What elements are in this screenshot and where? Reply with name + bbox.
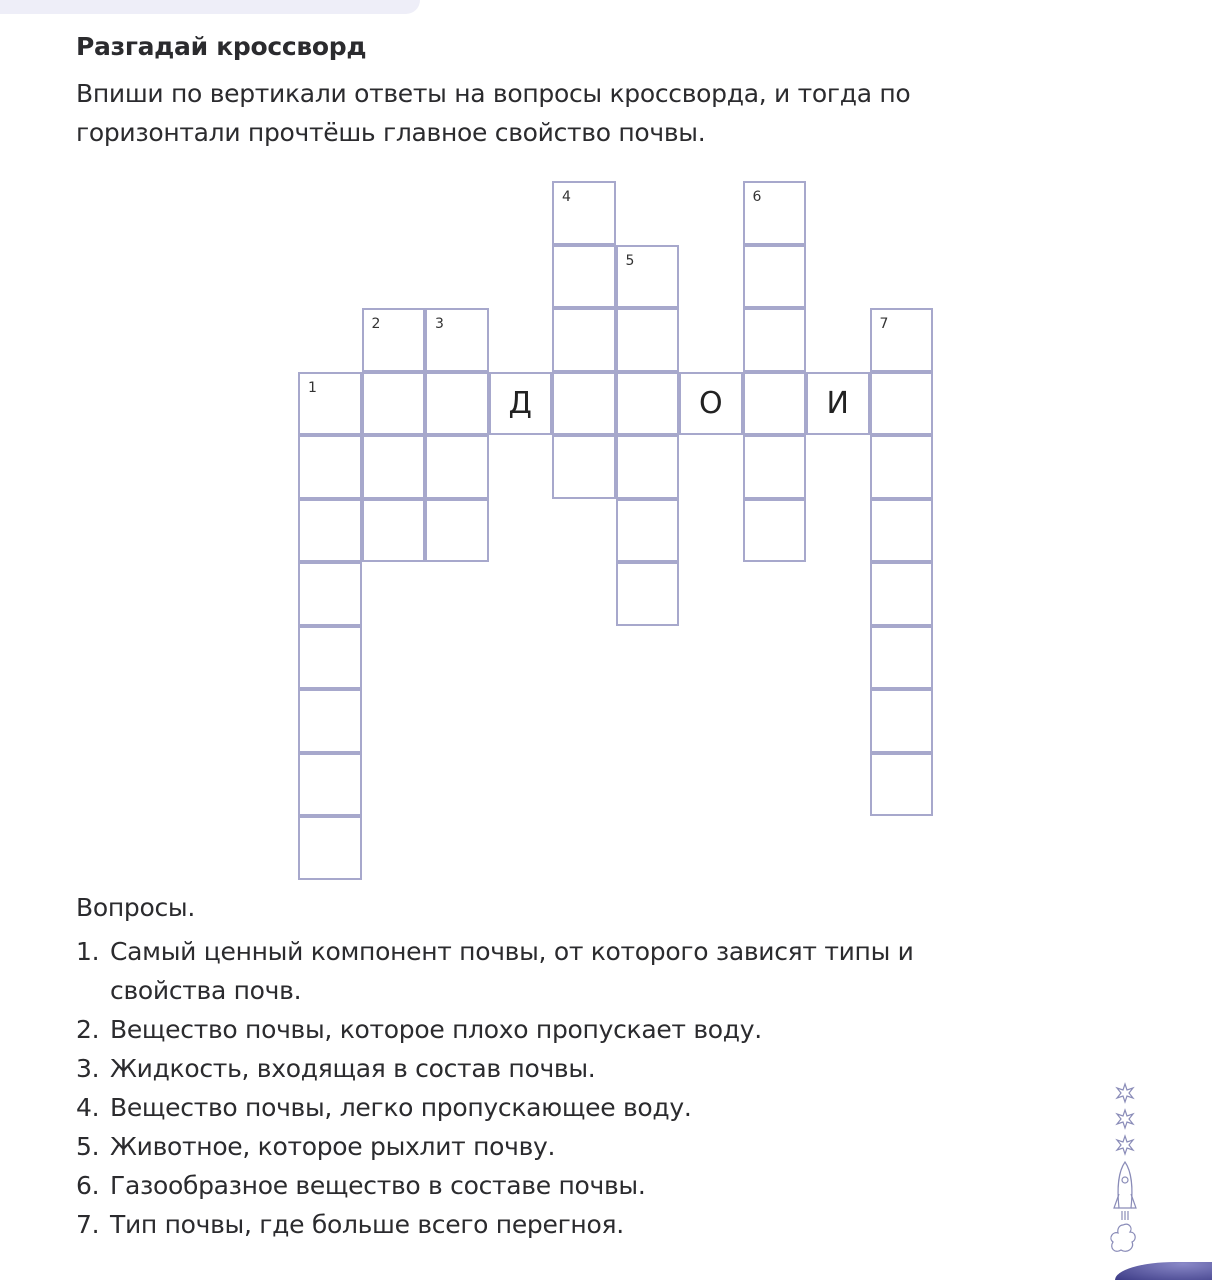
crossword-cell[interactable] — [743, 308, 807, 372]
crossword-cell[interactable] — [425, 308, 489, 372]
question-item — [76, 932, 956, 1010]
rocket-icon — [1114, 1162, 1136, 1220]
given-letter: И — [826, 385, 849, 421]
crossword-cell[interactable] — [425, 372, 489, 436]
crossword-cell[interactable] — [298, 435, 362, 499]
question-text: Вещество почвы, легко пропускающее воду. — [110, 1093, 692, 1122]
question-text: Тип почвы, где больше всего перегноя. — [110, 1210, 624, 1239]
question-text: Самый ценный компонент почвы, от которого зависят типы и свойства почв. — [110, 937, 914, 1005]
crossword-cell[interactable] — [362, 499, 426, 563]
crossword-cell[interactable] — [870, 308, 934, 372]
crossword-cell[interactable] — [870, 753, 934, 817]
question-text: Вещество почвы, которое плохо пропускает воду. — [110, 1015, 762, 1044]
crossword-cell[interactable] — [616, 499, 680, 563]
crossword-cell[interactable] — [616, 372, 680, 436]
question-number: 5. — [76, 1132, 100, 1161]
question-item — [76, 1010, 956, 1049]
clue-number: 4 — [562, 189, 571, 205]
question-number: 3. — [76, 1054, 100, 1083]
crossword-cell[interactable] — [616, 562, 680, 626]
crossword-cell[interactable] — [298, 816, 362, 880]
crossword-cell-given[interactable] — [806, 372, 870, 436]
given-letter: О — [698, 385, 723, 421]
planet-decoration — [1115, 1262, 1212, 1280]
question-item — [76, 1049, 956, 1088]
cloud-icon — [1111, 1224, 1135, 1251]
crossword-cell[interactable] — [298, 626, 362, 690]
question-text: Животное, которое рыхлит почву. — [110, 1132, 556, 1161]
crossword-cell[interactable] — [552, 181, 616, 245]
crossword-cell[interactable] — [870, 626, 934, 690]
crossword-cell[interactable] — [616, 308, 680, 372]
crossword-cell[interactable] — [743, 435, 807, 499]
question-text: Жидкость, входящая в состав почвы. — [110, 1054, 596, 1083]
crossword-cell[interactable] — [870, 499, 934, 563]
star-icon — [1117, 1084, 1133, 1102]
crossword-cell[interactable] — [298, 689, 362, 753]
crossword-cell[interactable] — [870, 372, 934, 436]
crossword-cell-given[interactable] — [489, 372, 553, 436]
page-corner-decoration — [0, 0, 420, 14]
crossword-cell[interactable] — [298, 372, 362, 436]
crossword-cell[interactable] — [552, 435, 616, 499]
question-text: Газообразное вещество в составе почвы. — [110, 1171, 646, 1200]
star-icon — [1117, 1136, 1133, 1154]
crossword-cell[interactable] — [362, 308, 426, 372]
crossword-cell[interactable] — [743, 181, 807, 245]
question-number: 2. — [76, 1015, 100, 1044]
crossword-cell[interactable] — [362, 372, 426, 436]
crossword-cell[interactable] — [870, 435, 934, 499]
crossword-cell[interactable] — [743, 372, 807, 436]
clue-number: 2 — [371, 316, 381, 332]
clue-number: 1 — [308, 379, 317, 396]
questions-list — [76, 932, 956, 1244]
question-item — [76, 1166, 956, 1205]
crossword-cell[interactable] — [298, 562, 362, 626]
crossword-cell[interactable] — [298, 753, 362, 817]
star-icon — [1117, 1110, 1133, 1128]
crossword-cell[interactable] — [362, 435, 426, 499]
question-item — [76, 1127, 956, 1166]
clue-number: 3 — [435, 316, 444, 332]
crossword-cell[interactable] — [743, 245, 807, 309]
crossword-cell-given[interactable] — [679, 372, 743, 436]
crossword-cell[interactable] — [743, 499, 807, 563]
question-number: 7. — [76, 1210, 100, 1239]
clue-number: 7 — [879, 316, 889, 332]
clue-number: 5 — [625, 252, 635, 269]
question-item — [76, 1088, 956, 1127]
question-number: 6. — [76, 1171, 100, 1200]
given-letter: Д — [508, 385, 532, 421]
crossword-cell[interactable] — [425, 499, 489, 563]
question-item — [76, 1205, 956, 1244]
crossword-cell[interactable] — [870, 562, 934, 626]
crossword-cell[interactable] — [425, 435, 489, 499]
crossword-cell[interactable] — [552, 245, 616, 309]
crossword-cell[interactable] — [298, 499, 362, 563]
page-title: Разгадай кроссворд — [76, 32, 367, 61]
crossword-cell[interactable] — [552, 372, 616, 436]
clue-number: 6 — [752, 189, 762, 205]
question-number: 1. — [76, 937, 100, 966]
questions-heading: Вопросы. — [76, 893, 195, 922]
instructions: Впиши по вертикали ответы на вопросы кроссворда, и тогда по горизонтали прочтёшь главное свойство почвы. — [76, 79, 911, 147]
crossword-cell[interactable] — [552, 308, 616, 372]
rocket-decoration-icon — [1105, 1080, 1165, 1260]
crossword-cell[interactable] — [616, 245, 680, 309]
question-number: 4. — [76, 1093, 100, 1122]
crossword-cell[interactable] — [870, 689, 934, 753]
crossword-cell[interactable] — [616, 435, 680, 499]
